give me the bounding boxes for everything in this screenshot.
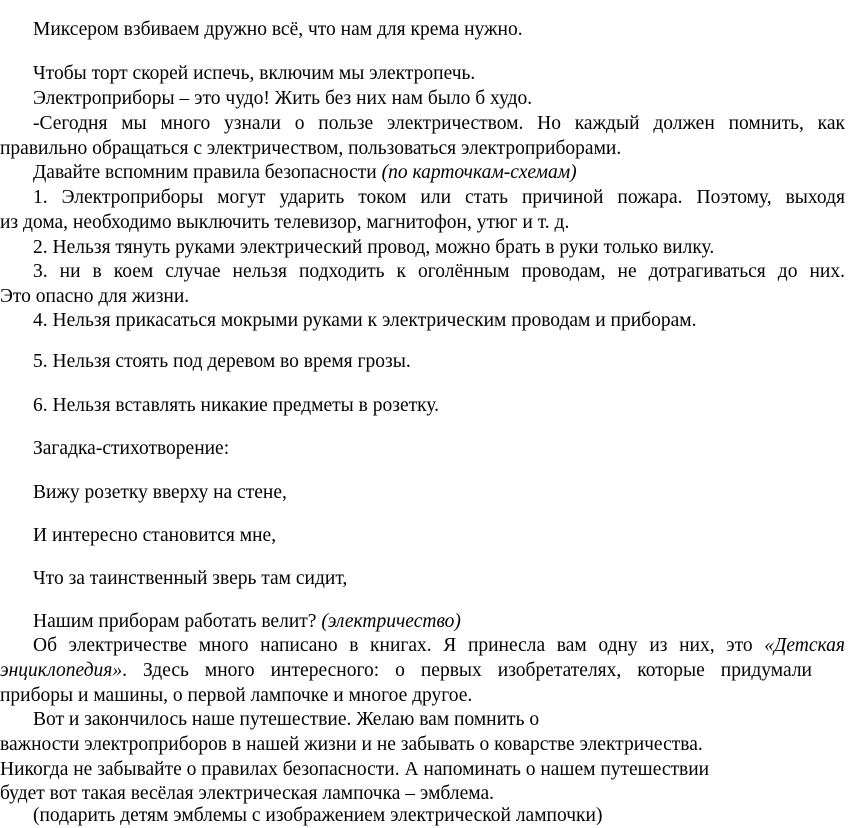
text-line: Вижу розетку вверху на стене, xyxy=(33,482,287,503)
text-line: Миксером взбиваем дружно всё, что нам для крема нужно. xyxy=(33,19,523,40)
text-line: Чтобы торт скорей испечь, включим мы электропечь. xyxy=(33,63,476,84)
text-line: Что за таинственный зверь там сидит, xyxy=(33,568,348,589)
text-line: 5. Нельзя стоять под деревом во время грозы. xyxy=(33,351,411,372)
text-line: И интересно становится мне, xyxy=(33,525,277,546)
text-line: приборы и машины, о первой лампочке и многое другое. xyxy=(0,685,473,706)
text-run: . Здесь много интересного: о первых изобретателях, которые придумали xyxy=(122,660,812,681)
italic-note: (электричество) xyxy=(321,611,461,632)
text-line: правильно обращаться с электричеством, пользоваться электроприборами. xyxy=(0,138,622,159)
text-line: важности электроприборов в нашей жизни и не забывать о коварстве электричества. xyxy=(0,734,703,755)
text-line xyxy=(0,634,845,658)
text-line xyxy=(0,659,812,683)
text-line: 3. ни в коем случае нельзя подходить к оголённым проводам, не дотрагиваться до них. xyxy=(33,261,845,282)
text-line xyxy=(0,161,849,185)
italic-note: (по карточкам-схемам) xyxy=(381,162,577,183)
text-line: (подарить детям эмблемы с изображением электрической лампочки) xyxy=(33,805,603,826)
text-line: Загадка-стихотворение: xyxy=(33,438,230,459)
italic-title: энциклопедия» xyxy=(0,660,123,681)
text-line: Никогда не забывайте о правилах безопасности. А напоминать о нашем путешествии xyxy=(0,759,710,780)
text-line: -Сегодня мы много узнали о пользе электричеством. Но каждый должен помнить, как xyxy=(33,113,845,134)
text-run: Нашим приборам работать велит? xyxy=(33,611,322,632)
text-run: Об электричестве много написано в книгах. Я принесла вам одну из них, это xyxy=(33,635,765,656)
text-line: Это опасно для жизни. xyxy=(0,286,190,307)
text-line: будет вот такая весёлая электрическая лампочка – эмблема. xyxy=(0,783,494,804)
text-run: Давайте вспомним правила безопасности xyxy=(33,162,382,183)
text-line: 4. Нельзя прикасаться мокрыми руками к электрическим проводам и приборам. xyxy=(33,310,697,331)
text-line: Электроприборы – это чудо! Жить без них нам было б худо. xyxy=(33,88,533,109)
text-line: из дома, необходимо выключить телевизор, магнитофон, утюг и т. д. xyxy=(0,212,570,233)
text-line: 1. Электроприборы могут ударить током или стать причиной пожара. Поэтому, выходя xyxy=(33,187,845,208)
text-line: 2. Нельзя тянуть руками электрический провод, можно брать в руки только вилку. xyxy=(33,237,715,258)
text-line xyxy=(0,610,849,634)
italic-title: «Детская xyxy=(764,635,845,656)
text-line: 6. Нельзя вставлять никакие предметы в розетку. xyxy=(33,395,439,416)
text-line: Вот и закончилось наше путешествие. Желаю вам помнить о xyxy=(33,709,540,730)
